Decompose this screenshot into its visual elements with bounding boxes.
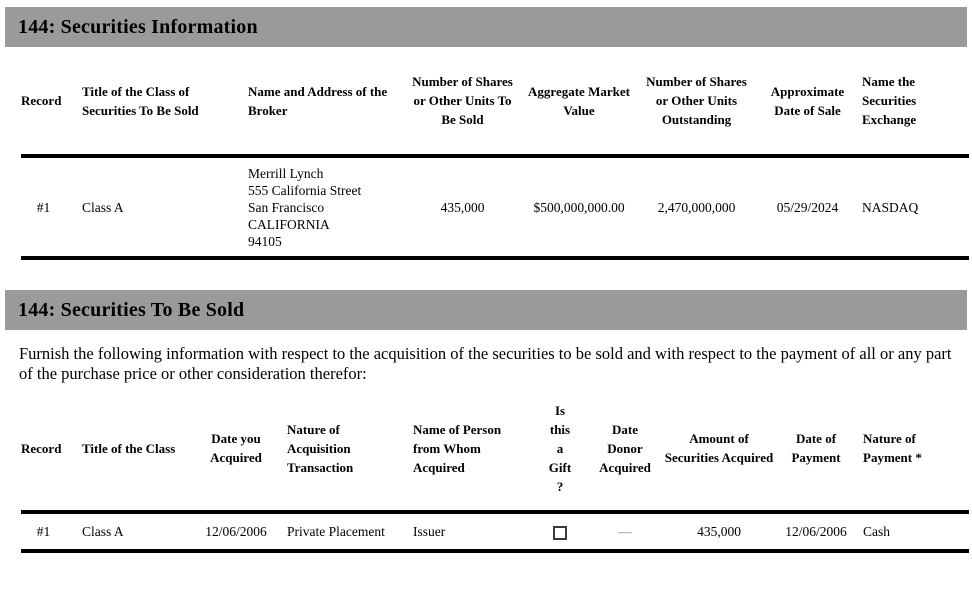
col-header-class-title: Title of the Class of Securities To Be Sold (82, 83, 199, 118)
col-header-units-outstanding: Number of Shares or Other Units Outstanding (646, 74, 747, 127)
broker-name: Merrill Lynch (248, 165, 324, 181)
form-144-document (0, 7, 972, 594)
table-header-row (21, 386, 969, 512)
cell-nature-of-payment: Cash (863, 524, 890, 539)
col-header-is-gift (529, 386, 591, 512)
cell-is-gift (529, 512, 591, 551)
cell-acquired-from: Issuer (413, 524, 446, 539)
broker-state: CALIFORNIA (248, 216, 330, 232)
cell-sale-date: 05/29/2024 (776, 199, 839, 215)
cell-units-to-sell: 435,000 (440, 199, 485, 215)
securities-to-be-sold-table (21, 386, 969, 553)
table-row (21, 156, 969, 258)
cell-amount-acquired: 435,000 (697, 524, 741, 539)
instruction-paragraph: Furnish the following information with respect to the acquisition of the securities to be sold and with respect to the payment of all or any part of the purchase price or other consideration therefor: (19, 344, 952, 383)
col-header-class-title: Title of the Class (82, 440, 176, 456)
cell-record: #1 (36, 199, 51, 215)
cell-date-donor-acquired: — (618, 524, 632, 539)
cell-date-acquired: 12/06/2006 (205, 524, 267, 539)
col-header-record: Record (21, 93, 62, 108)
section-header-securities-to-be-sold (5, 290, 967, 330)
col-header-sale-date: Approximate Date of Sale (770, 83, 845, 118)
col-header-amount-acquired: Amount of Securities Acquired (664, 431, 774, 465)
col-header-market-value: Aggregate Market Value (528, 83, 630, 118)
cell-nature-transaction: Private Placement (287, 524, 385, 539)
is-gift-header-text: Is this a Gift ? (548, 402, 572, 494)
cell-exchange: NASDAQ (862, 199, 919, 215)
cell-date-of-payment: 12/06/2006 (785, 524, 847, 539)
gift-checkbox[interactable] (553, 526, 567, 540)
col-header-date-of-payment: Date of Payment (791, 431, 841, 465)
col-header-acquired-from: Name of Person from Whom Acquired (413, 421, 502, 475)
cell-class-title: Class A (82, 524, 124, 539)
cell-market-value: $500,000,000.00 (533, 199, 625, 215)
col-header-units-to-sell: Number of Shares or Other Units To Be Sold (412, 74, 513, 127)
col-header-record: Record (21, 440, 62, 456)
section-header-securities-information (5, 7, 967, 47)
cell-broker-address (243, 156, 405, 258)
broker-city: San Francisco (248, 199, 325, 215)
section-title: 144: Securities Information (18, 15, 258, 38)
col-header-date-acquired: Date you Acquired (210, 431, 262, 465)
cell-record: #1 (36, 524, 51, 539)
table-header-row (21, 47, 969, 156)
cell-class-title: Class A (82, 199, 124, 215)
securities-information-table (21, 47, 969, 260)
broker-street: 555 California Street (248, 182, 362, 198)
col-header-exchange: Name the Securities Exchange (862, 74, 917, 127)
broker-zip: 94105 (248, 233, 282, 249)
cell-units-outstanding: 2,470,000,000 (657, 199, 736, 215)
col-header-nature-transaction: Nature of Acquisition Transaction (287, 421, 354, 475)
table-row (21, 512, 969, 551)
section-title: 144: Securities To Be Sold (18, 298, 245, 321)
col-header-date-donor-acquired: Date Donor Acquired (599, 421, 651, 475)
col-header-nature-of-payment: Nature of Payment * (863, 431, 922, 465)
col-header-broker: Name and Address of the Broker (248, 83, 388, 118)
